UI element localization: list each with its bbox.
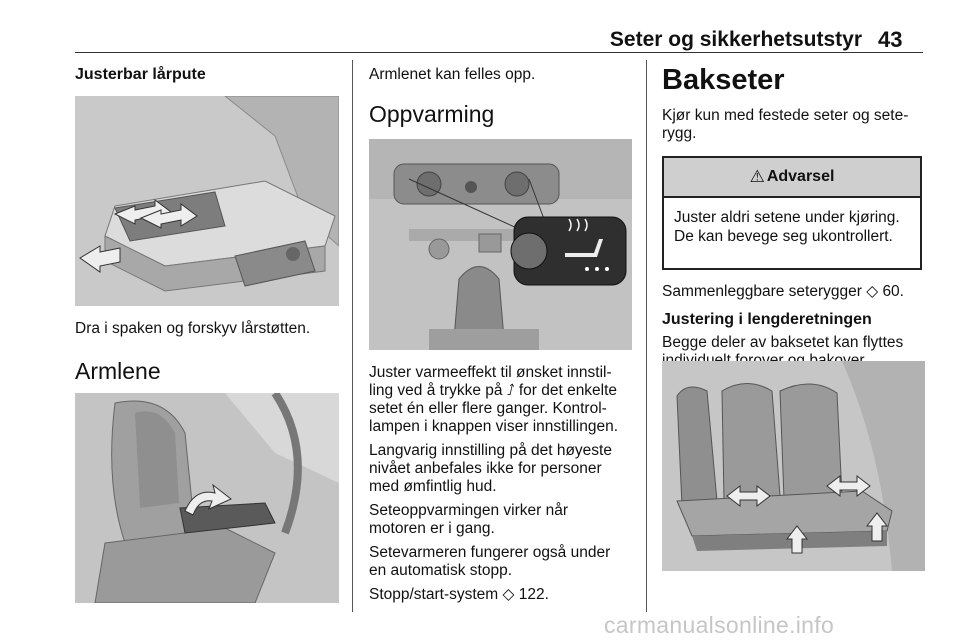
warning-line2: De kan bevege seg ukontrollert. (674, 228, 893, 245)
page-number: 43 (878, 27, 903, 52)
stop-start-page-ref: 122. (518, 586, 549, 603)
header-divider (75, 52, 923, 53)
stop-start-reference[interactable] (369, 586, 641, 604)
warning-triangle-icon: ⚠ (749, 167, 765, 186)
page-reference-icon: ◇ (502, 586, 515, 603)
column-1 (75, 66, 345, 84)
column-2-text (369, 364, 641, 604)
folding-backrests-reference[interactable] (662, 283, 927, 301)
armrest-fold-text: Armlenet kan felles opp. (369, 66, 536, 83)
thigh-support-caption: Dra i spaken og forskyv lårstøtten. (75, 320, 311, 337)
heating-p3-line1: Seteoppvarmingen virker når (369, 502, 569, 519)
column-1-lower (75, 320, 345, 385)
stop-start-text: Stopp/start-system (369, 586, 499, 603)
longitudinal-adjustment-heading: Justering i lengderetningen (662, 311, 872, 328)
watermark: carmanualsonline.info (604, 612, 835, 638)
seat-heat-icon: ⭜ (506, 382, 515, 399)
rear-seat-adjustment-illustration (662, 361, 925, 571)
warning-header (664, 158, 920, 198)
armrest-section-title: Armlene (75, 358, 161, 384)
column-divider-1 (352, 60, 353, 612)
column-3 (662, 64, 927, 143)
rear-seats-intro (662, 107, 927, 143)
thigh-support-heading: Justerbar lårpute (75, 66, 206, 83)
heating-p1-line1: Juster varmeeffekt til ønsket innstil- (369, 364, 612, 381)
column-2 (369, 66, 639, 128)
seat-heating-illustration (369, 139, 632, 350)
rear-seats-title: Bakseter (662, 64, 785, 96)
longitudinal-line1: Begge deler av baksetet kan flyttes (662, 334, 904, 351)
heating-paragraph-4 (369, 544, 641, 580)
heating-paragraph-2 (369, 442, 641, 496)
thigh-support-illustration (75, 96, 339, 306)
heating-p4-line2: en automatisk stopp. (369, 562, 513, 579)
heating-section-title: Oppvarming (369, 101, 495, 127)
folding-backrests-page-ref: 60. (882, 283, 904, 300)
warning-text (664, 198, 920, 246)
armrest-illustration (75, 393, 339, 603)
heating-p2-line3: med ømfintlig hud. (369, 478, 497, 495)
column-divider-2 (646, 60, 647, 612)
warning-box (662, 156, 922, 270)
warning-line1: Juster aldri setene under kjøring. (674, 209, 900, 226)
warning-title: Advarsel (766, 168, 835, 185)
folding-backrests-text: Sammenleggbare seterygger (662, 283, 862, 300)
heating-paragraph-1 (369, 364, 641, 436)
heating-p1-line3: setet én eller flere ganger. Kontrol- (369, 400, 607, 417)
rear-seats-intro-line1: Kjør kun med festede seter og sete- (662, 107, 909, 124)
heating-p2-line2: nivået anbefales ikke for personer (369, 460, 602, 477)
heating-p1-line4: lampen i knappen viser innstillingen. (369, 418, 619, 435)
page-reference-icon: ◇ (866, 283, 879, 300)
heating-p1-line2a: ling ved å trykke på (369, 382, 507, 399)
heating-p2-line1: Langvarig innstilling på det høyeste (369, 442, 612, 459)
column-3-lower (662, 283, 927, 370)
running-header-title: Seter og sikkerhetsutstyr (609, 28, 862, 51)
heating-paragraph-3 (369, 502, 641, 538)
heating-p4-line1: Setevarmeren fungerer også under (369, 544, 611, 561)
rear-seats-intro-line2: rygg. (662, 125, 697, 142)
heating-p3-line2: motoren er i gang. (369, 520, 495, 537)
heating-p1-line2b: for det enkelte (514, 382, 618, 399)
